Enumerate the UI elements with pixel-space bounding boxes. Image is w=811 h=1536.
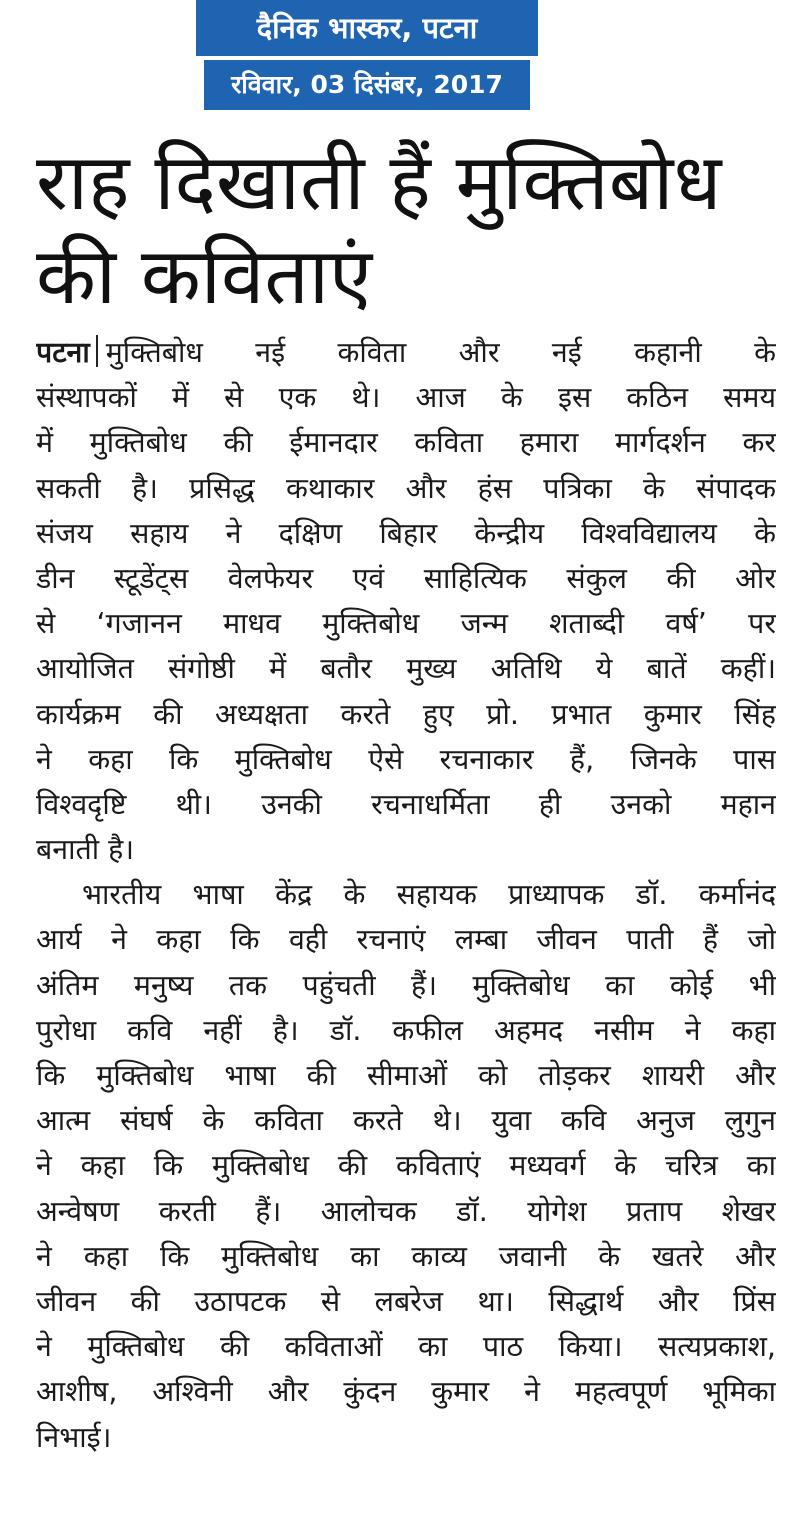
article-line: जीवन की उठापटक से लबरेज था। सिद्धार्थ और प्रिंस [36,1284,776,1318]
article-line: से ‘गजानन माधव मुक्तिबोध जन्म शताब्दी वर्ष’ पर [36,607,776,641]
article-line: आर्य ने कहा कि वही रचनाएं लम्बा जीवन पाती हैं जो [36,923,776,957]
article-line: सकती है। प्रसिद्ध कथाकार और हंस पत्रिका के संपादक [36,471,776,505]
article-line: में मुक्तिबोध की ईमानदार कविता हमारा मार्गदर्शन कर [36,426,776,460]
article-line: डीन स्टूडेंट्स वेलफेयर एवं साहित्यिक संकुल की ओर [36,561,776,595]
article-line: आयोजित संगोष्ठी में बतौर मुख्य अतिथि ये बातें कहीं। [36,652,776,686]
dateline: पटना [36,336,90,369]
article-line: अन्वेषण करती हैं। आलोचक डॉ. योगेश प्रताप शेखर [36,1194,776,1228]
article-line: अंतिम मनुष्य तक पहुंचती हैं। मुक्तिबोध का कोई भी [36,968,776,1002]
article-line: कि मुक्तिबोध भाषा की सीमाओं को तोड़कर शायरी और [36,1059,776,1092]
article-line: ने मुक्तिबोध की कविताओं का पाठ किया। सत्यप्रकाश, [36,1330,776,1364]
article-line: आशीष, अश्विनी और कुंदन कुमार ने महत्वपूर्ण भूमिका [36,1375,776,1409]
headline [36,136,776,324]
article-line: संजय सहाय ने दक्षिण बिहार केन्द्रीय विश्वविद्यालय के [36,516,776,550]
article-line-text: मुक्तिबोध नई कविता और नई कहानी के [105,336,776,369]
article-line: बनाती है। [36,833,135,867]
masthead [196,0,538,110]
newspaper-name: दैनिक भास्कर, पटना [196,0,538,56]
dateline-divider [96,335,98,367]
headline-line-1: राह दिखाती हैं मुक्तिबोध [36,138,722,228]
article-line: ने कहा कि मुक्तिबोध ऐसे रचनाकार हैं, जिनके पास [36,742,776,776]
article-line: विश्वदृष्टि थी। उनकी रचनाधर्मिता ही उनको महान [36,787,776,821]
article-line: भारतीय भाषा केंद्र के सहायक प्राध्यापक डॉ. कर्मानंद [82,878,776,912]
article-body [36,330,776,1460]
publication-date: रविवार, 03 दिसंबर, 2017 [204,60,530,110]
article-line: ने कहा कि मुक्तिबोध की कविताएं मध्यवर्ग के चरित्र का [36,1149,776,1183]
article-line: आत्म संघर्ष के कविता करते थे। युवा कवि अनुज लुगुन [36,1104,776,1138]
headline-line-2: की कविताएं [36,232,373,322]
article-line [36,330,776,375]
article-line: निभाई। [36,1420,112,1454]
article-line: संस्थापकों में से एक थे। आज के इस कठिन समय [36,381,776,415]
article-line: कार्यक्रम की अध्यक्षता करते हुए प्रो. प्रभात कुमार सिंह [36,697,776,731]
article-line: पुरोधा कवि नहीं है। डॉ. कफील अहमद नसीम ने कहा [36,1013,776,1047]
article-line: ने कहा कि मुक्तिबोध का काव्य जवानी के खतरे और [36,1239,776,1273]
